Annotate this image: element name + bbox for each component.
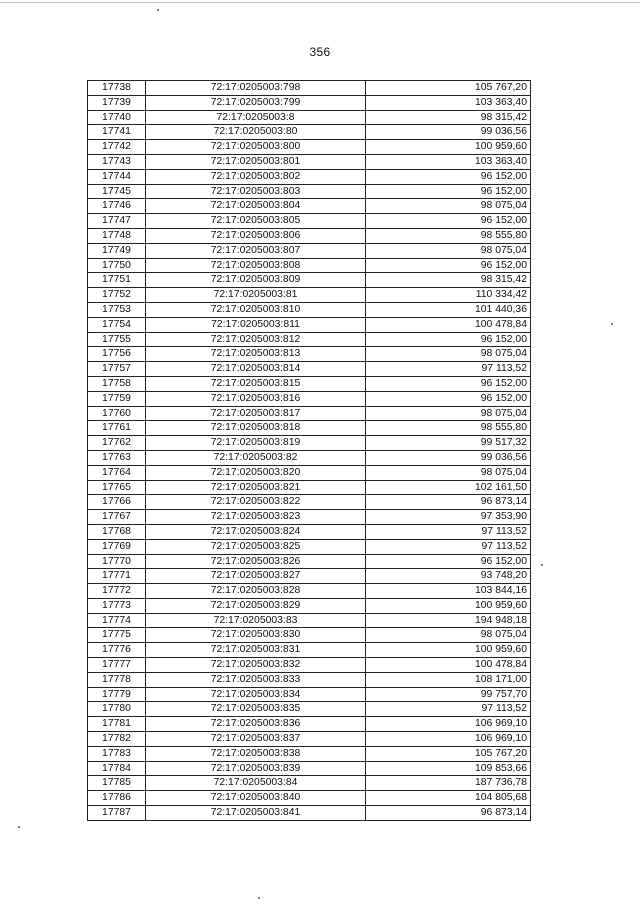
row-number-cell: 17745 [88,184,146,199]
table-row [88,746,531,761]
value-cell: 99 036,56 [366,450,531,465]
row-number-cell: 17756 [88,347,146,362]
cadastral-number-cell: 72:17:0205003:831 [146,643,366,658]
table-row [88,110,531,125]
cadastral-value-table [87,80,531,821]
value-cell: 96 152,00 [366,391,531,406]
table-row [88,406,531,421]
value-cell: 99 517,32 [366,436,531,451]
table-row [88,524,531,539]
row-number-cell: 17738 [88,81,146,96]
value-cell: 106 969,10 [366,717,531,732]
cadastral-number-cell: 72:17:0205003:82 [146,450,366,465]
table-row [88,243,531,258]
table-row [88,598,531,613]
row-number-cell: 17761 [88,421,146,436]
cadastral-number-cell: 72:17:0205003:814 [146,362,366,377]
row-number-cell: 17764 [88,465,146,480]
value-cell: 102 161,50 [366,480,531,495]
cadastral-number-cell: 72:17:0205003:840 [146,791,366,806]
table-row [88,776,531,791]
scan-edge-line [0,2,640,3]
cadastral-number-cell: 72:17:0205003:815 [146,376,366,391]
row-number-cell: 17786 [88,791,146,806]
value-cell: 98 075,04 [366,465,531,480]
table-row [88,554,531,569]
cadastral-number-cell: 72:17:0205003:818 [146,421,366,436]
value-cell: 98 555,80 [366,421,531,436]
scan-speck [611,323,613,325]
row-number-cell: 17774 [88,613,146,628]
row-number-cell: 17743 [88,154,146,169]
value-cell: 98 075,04 [366,243,531,258]
value-cell: 96 152,00 [366,376,531,391]
row-number-cell: 17773 [88,598,146,613]
row-number-cell: 17769 [88,539,146,554]
cadastral-number-cell: 72:17:0205003:825 [146,539,366,554]
table-row [88,613,531,628]
row-number-cell: 17770 [88,554,146,569]
value-cell: 96 152,00 [366,332,531,347]
cadastral-number-cell: 72:17:0205003:811 [146,317,366,332]
cadastral-number-cell: 72:17:0205003:816 [146,391,366,406]
cadastral-number-cell: 72:17:0205003:820 [146,465,366,480]
table-row [88,569,531,584]
row-number-cell: 17758 [88,376,146,391]
table-row [88,510,531,525]
table-row [88,732,531,747]
value-cell: 100 959,60 [366,140,531,155]
cadastral-number-cell: 72:17:0205003:824 [146,524,366,539]
row-number-cell: 17751 [88,273,146,288]
table-row [88,81,531,96]
value-cell: 97 113,52 [366,539,531,554]
table-row [88,199,531,214]
table-row [88,362,531,377]
cadastral-number-cell: 72:17:0205003:84 [146,776,366,791]
table-row [88,376,531,391]
cadastral-number-cell: 72:17:0205003:829 [146,598,366,613]
row-number-cell: 17754 [88,317,146,332]
cadastral-number-cell: 72:17:0205003:80 [146,125,366,140]
cadastral-number-cell: 72:17:0205003:838 [146,746,366,761]
value-cell: 97 113,52 [366,362,531,377]
scan-speck [541,564,543,566]
table-row [88,258,531,273]
cadastral-number-cell: 72:17:0205003:834 [146,687,366,702]
row-number-cell: 17787 [88,806,146,821]
row-number-cell: 17757 [88,362,146,377]
value-cell: 104 805,68 [366,791,531,806]
value-cell: 97 113,52 [366,702,531,717]
value-cell: 96 873,14 [366,495,531,510]
row-number-cell: 17777 [88,658,146,673]
row-number-cell: 17765 [88,480,146,495]
value-cell: 98 075,04 [366,347,531,362]
row-number-cell: 17775 [88,628,146,643]
row-number-cell: 17746 [88,199,146,214]
row-number-cell: 17785 [88,776,146,791]
table-row [88,273,531,288]
row-number-cell: 17771 [88,569,146,584]
cadastral-number-cell: 72:17:0205003:821 [146,480,366,495]
page-number: 356 [309,45,331,59]
value-cell: 98 075,04 [366,628,531,643]
cadastral-number-cell: 72:17:0205003:805 [146,214,366,229]
value-cell: 98 555,80 [366,228,531,243]
row-number-cell: 17782 [88,732,146,747]
table-row [88,391,531,406]
cadastral-number-cell: 72:17:0205003:837 [146,732,366,747]
table-row [88,658,531,673]
table-row [88,584,531,599]
cadastral-number-cell: 72:17:0205003:813 [146,347,366,362]
row-number-cell: 17778 [88,672,146,687]
value-cell: 97 113,52 [366,524,531,539]
value-cell: 96 152,00 [366,184,531,199]
table-row [88,628,531,643]
cadastral-number-cell: 72:17:0205003:8 [146,110,366,125]
cadastral-number-cell: 72:17:0205003:822 [146,495,366,510]
row-number-cell: 17780 [88,702,146,717]
cadastral-number-cell: 72:17:0205003:839 [146,761,366,776]
row-number-cell: 17749 [88,243,146,258]
row-number-cell: 17742 [88,140,146,155]
value-cell: 99 036,56 [366,125,531,140]
row-number-cell: 17750 [88,258,146,273]
table-row [88,154,531,169]
table-row [88,214,531,229]
value-cell: 105 767,20 [366,81,531,96]
value-cell: 96 873,14 [366,806,531,821]
row-number-cell: 17768 [88,524,146,539]
cadastral-number-cell: 72:17:0205003:802 [146,169,366,184]
table-row [88,643,531,658]
value-cell: 96 152,00 [366,258,531,273]
cadastral-number-cell: 72:17:0205003:826 [146,554,366,569]
row-number-cell: 17783 [88,746,146,761]
table-row [88,450,531,465]
value-cell: 110 334,42 [366,288,531,303]
table-body [88,81,531,821]
cadastral-number-cell: 72:17:0205003:835 [146,702,366,717]
cadastral-number-cell: 72:17:0205003:823 [146,510,366,525]
value-cell: 98 315,42 [366,273,531,288]
row-number-cell: 17779 [88,687,146,702]
table-row [88,317,531,332]
cadastral-number-cell: 72:17:0205003:833 [146,672,366,687]
table-row [88,717,531,732]
table-row [88,228,531,243]
table-row [88,791,531,806]
row-number-cell: 17784 [88,761,146,776]
value-cell: 101 440,36 [366,302,531,317]
value-cell: 194 948,18 [366,613,531,628]
cadastral-number-cell: 72:17:0205003:828 [146,584,366,599]
table-row [88,687,531,702]
scan-speck [18,826,20,828]
cadastral-number-cell: 72:17:0205003:799 [146,95,366,110]
value-cell: 103 363,40 [366,95,531,110]
row-number-cell: 17739 [88,95,146,110]
row-number-cell: 17752 [88,288,146,303]
cadastral-number-cell: 72:17:0205003:817 [146,406,366,421]
cadastral-number-cell: 72:17:0205003:830 [146,628,366,643]
cadastral-number-cell: 72:17:0205003:804 [146,199,366,214]
row-number-cell: 17762 [88,436,146,451]
cadastral-number-cell: 72:17:0205003:801 [146,154,366,169]
row-number-cell: 17760 [88,406,146,421]
row-number-cell: 17776 [88,643,146,658]
value-cell: 93 748,20 [366,569,531,584]
table-row [88,332,531,347]
cadastral-number-cell: 72:17:0205003:807 [146,243,366,258]
scan-speck [157,9,159,11]
cadastral-number-cell: 72:17:0205003:803 [146,184,366,199]
cadastral-number-cell: 72:17:0205003:806 [146,228,366,243]
row-number-cell: 17748 [88,228,146,243]
value-cell: 99 757,70 [366,687,531,702]
table-row [88,539,531,554]
cadastral-number-cell: 72:17:0205003:809 [146,273,366,288]
row-number-cell: 17772 [88,584,146,599]
cadastral-number-cell: 72:17:0205003:808 [146,258,366,273]
table-row [88,169,531,184]
row-number-cell: 17767 [88,510,146,525]
cadastral-number-cell: 72:17:0205003:819 [146,436,366,451]
row-number-cell: 17744 [88,169,146,184]
value-cell: 103 844,16 [366,584,531,599]
value-cell: 98 075,04 [366,199,531,214]
row-number-cell: 17759 [88,391,146,406]
table-row [88,302,531,317]
table-row [88,184,531,199]
row-number-cell: 17741 [88,125,146,140]
value-cell: 100 478,84 [366,317,531,332]
cadastral-number-cell: 72:17:0205003:810 [146,302,366,317]
table-row [88,125,531,140]
value-cell: 103 363,40 [366,154,531,169]
cadastral-number-cell: 72:17:0205003:827 [146,569,366,584]
cadastral-number-cell: 72:17:0205003:798 [146,81,366,96]
value-cell: 97 353,90 [366,510,531,525]
value-cell: 98 075,04 [366,406,531,421]
value-cell: 100 959,60 [366,643,531,658]
value-cell: 96 152,00 [366,169,531,184]
cadastral-number-cell: 72:17:0205003:800 [146,140,366,155]
value-cell: 100 478,84 [366,658,531,673]
row-number-cell: 17781 [88,717,146,732]
cadastral-number-cell: 72:17:0205003:812 [146,332,366,347]
value-cell: 96 152,00 [366,554,531,569]
row-number-cell: 17755 [88,332,146,347]
value-cell: 98 315,42 [366,110,531,125]
table-row [88,761,531,776]
row-number-cell: 17740 [88,110,146,125]
value-cell: 109 853,66 [366,761,531,776]
table-row [88,95,531,110]
table-row [88,347,531,362]
table-row [88,672,531,687]
cadastral-number-cell: 72:17:0205003:83 [146,613,366,628]
value-cell: 187 736,78 [366,776,531,791]
table-row [88,140,531,155]
cadastral-number-cell: 72:17:0205003:832 [146,658,366,673]
table-row [88,806,531,821]
table-row [88,421,531,436]
value-cell: 96 152,00 [366,214,531,229]
row-number-cell: 17753 [88,302,146,317]
value-cell: 106 969,10 [366,732,531,747]
row-number-cell: 17766 [88,495,146,510]
table-row [88,436,531,451]
cadastral-number-cell: 72:17:0205003:841 [146,806,366,821]
value-cell: 105 767,20 [366,746,531,761]
table-row [88,702,531,717]
cadastral-number-cell: 72:17:0205003:81 [146,288,366,303]
table-row [88,480,531,495]
row-number-cell: 17763 [88,450,146,465]
table-row [88,465,531,480]
value-cell: 100 959,60 [366,598,531,613]
cadastral-number-cell: 72:17:0205003:836 [146,717,366,732]
scan-speck [258,897,260,899]
table-row [88,288,531,303]
value-cell: 108 171,00 [366,672,531,687]
row-number-cell: 17747 [88,214,146,229]
table-row [88,495,531,510]
